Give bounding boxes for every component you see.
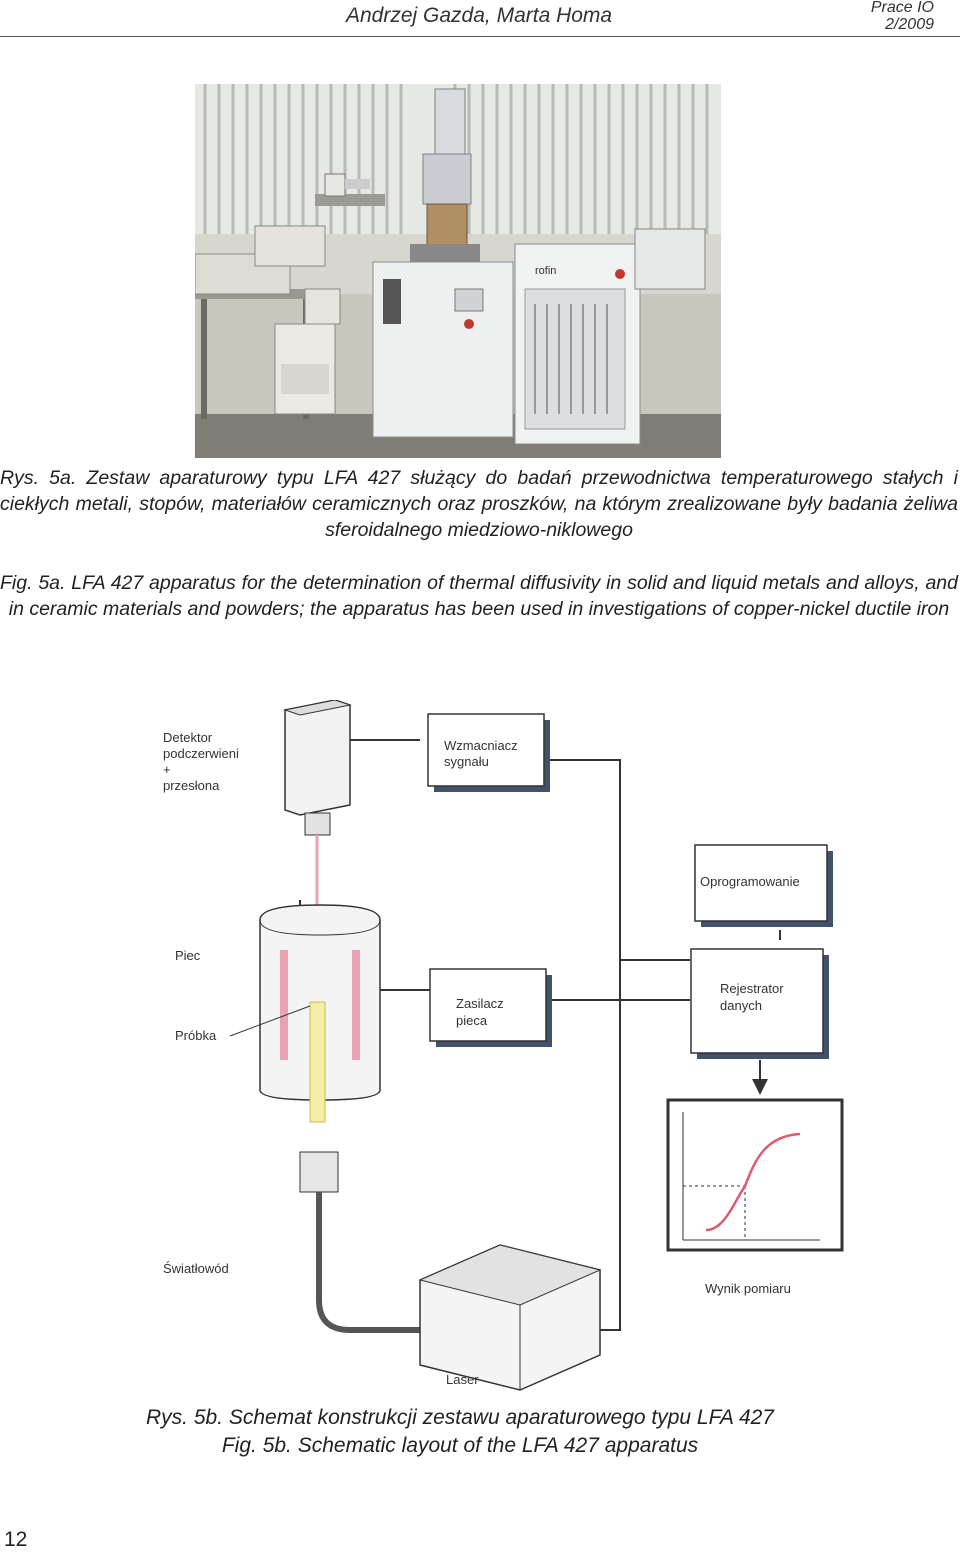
caption-5b-pl: Rys. 5b. Schemat konstrukcji zestawu aparaturowego typu LFA 427 [146, 1406, 774, 1429]
result-graph [668, 1100, 842, 1250]
label-supply-1: Zasilacz [456, 996, 504, 1011]
label-detector-4: przesłona [163, 778, 220, 793]
rofin-logo: rofin [535, 265, 557, 277]
header-journal-title: Prace IO [870, 0, 934, 16]
caption-5a-en: Fig. 5a. LFA 427 apparatus for the determination of thermal diffusivity in solid and liquid metals and alloys, and in ceramic materials and powders; the apparatus has been used in investigations of copper-nickel ductile iron [0, 572, 958, 620]
label-detector-3: + [163, 762, 171, 777]
label-software: Oprogramowanie [700, 874, 800, 889]
label-recorder-1: Rejestrator [720, 981, 784, 996]
label-supply-2: pieca [456, 1013, 488, 1028]
furnace [260, 905, 380, 1122]
label-laser: Laser [446, 1372, 479, 1387]
label-amplifier-2: sygnału [444, 754, 489, 769]
label-result: Wynik pomiaru [705, 1281, 791, 1296]
label-amplifier-1: Wzmacniacz [444, 738, 518, 753]
optical-fiber [300, 1152, 430, 1330]
label-detector-1: Detektor [163, 730, 213, 745]
line-amplifier-bus [550, 760, 620, 1100]
ir-detector [285, 700, 350, 835]
header-journal [871, 0, 934, 33]
laser-box [420, 1245, 600, 1390]
page-number: 12 [4, 1528, 28, 1551]
amplifier-box [428, 714, 550, 792]
label-recorder-2: danych [720, 998, 762, 1013]
label-detector-2: podczerwieni [163, 746, 239, 761]
header-journal-issue: 2/2009 [885, 16, 934, 33]
lfa-schematic [140, 700, 860, 1400]
caption-5a-pl: Rys. 5a. Zestaw aparaturowy typu LFA 427 służący do badań przewodnictwa temperaturowego stałych i ciekłych metali, stopów, materiałów ceramicznych oraz proszków, na którym zrealizowane były badania żeliwa sferoidalnego miedziowo-niklowego [0, 467, 958, 541]
header-authors: Andrzej Gazda, Marta Homa [346, 4, 613, 27]
label-sample: Próbka [175, 1028, 217, 1043]
apparatus-photo [195, 84, 721, 458]
header-rule [0, 36, 960, 37]
caption-5b-en: Fig. 5b. Schematic layout of the LFA 427 apparatus [221, 1434, 699, 1457]
label-fiber: Światłowód [163, 1261, 229, 1276]
label-furnace: Piec [175, 948, 201, 963]
